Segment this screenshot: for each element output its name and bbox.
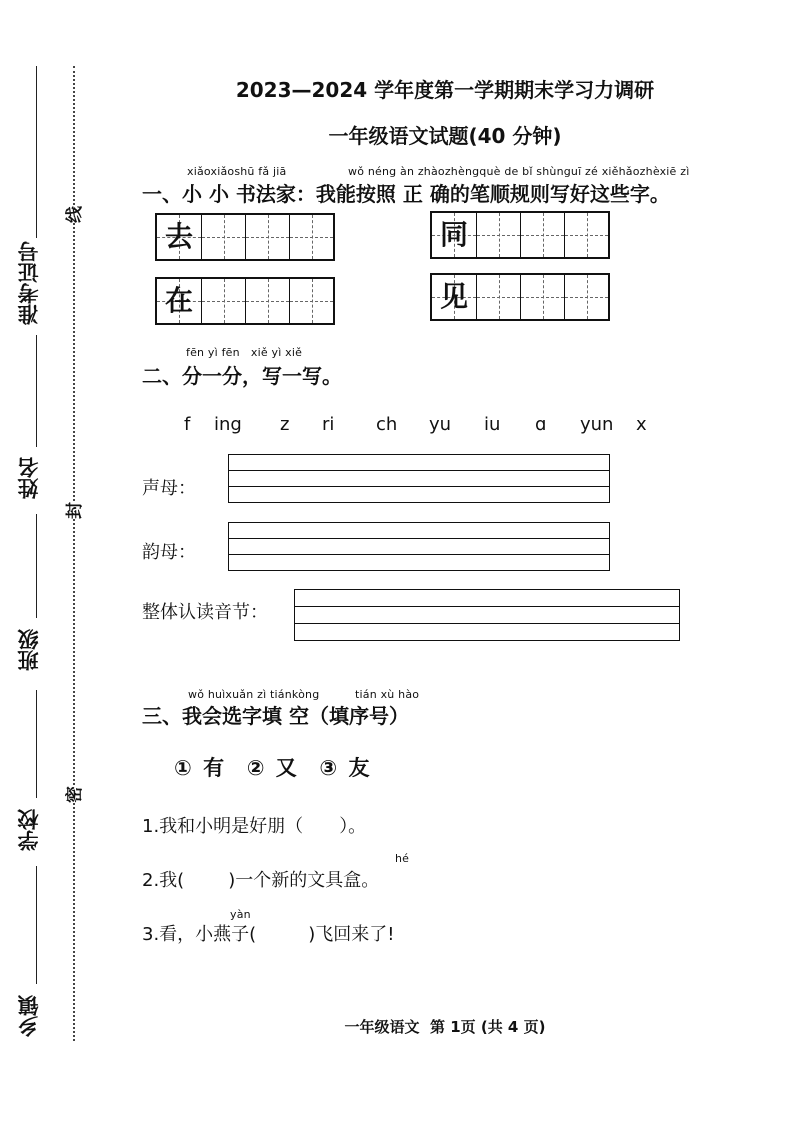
field-line-school[interactable] [36, 690, 37, 798]
question-2-before: 2.我( [142, 870, 185, 891]
field-line-name[interactable] [36, 335, 37, 447]
exam-subtitle: 一年级语文试题(40 分钟) [328, 124, 562, 148]
section2-pinyin: fēn yì fēn xiě yì xiě [186, 346, 303, 359]
question-3-before: 3.看，小燕子( [142, 924, 257, 945]
syllable: z [280, 414, 290, 435]
question-2-ruby: hé [395, 852, 410, 865]
choice-options: ① 有 ② 又 ③ 友 [174, 756, 370, 780]
whole-syllables-label: 整体认读音节： [142, 602, 268, 623]
seal-char-seal: 封 [60, 502, 85, 519]
grid-char: 在 [164, 284, 193, 317]
seal-char-secret: 密 [60, 786, 85, 803]
question-2 [142, 866, 379, 892]
syllable: ch [376, 414, 398, 435]
field-label-class: 班级 [17, 629, 41, 671]
syllable: ri [322, 414, 335, 435]
field-label-exam-number: 准考证号 [17, 241, 41, 325]
field-label-name: 姓名 [17, 457, 41, 499]
question-1 [142, 812, 366, 838]
writing-grid-zai[interactable] [155, 277, 335, 325]
question-3-ruby: yàn [230, 908, 251, 921]
syllable: ɑ [535, 414, 547, 435]
syllable: yu [429, 414, 452, 435]
grid-char: 同 [439, 218, 468, 251]
grid-char: 去 [164, 220, 193, 253]
syllable: x [636, 414, 647, 435]
initials-label: 声母： [142, 478, 196, 499]
writing-grid-qu[interactable] [155, 213, 335, 261]
field-line-town[interactable] [36, 866, 37, 984]
syllable: ing [214, 414, 242, 435]
whole-syllables-writing-lines[interactable] [294, 589, 680, 641]
field-line-class[interactable] [36, 514, 37, 618]
grid-char: 见 [439, 280, 468, 313]
question-1-before: 1.我和小明是好朋（ [142, 816, 304, 837]
exam-title: 2023—2024 学年度第一学期期末学习力调研 [235, 78, 655, 102]
field-label-town: 乡镇 [17, 995, 41, 1037]
syllable: yun [580, 414, 614, 435]
syllable: iu [484, 414, 501, 435]
section3-pinyin-a: wǒ huìxuǎn zì tiánkòng [188, 688, 320, 701]
section1-title: 一、小 小 书法家：我能按照 正 确的笔顺规则写好这些字。 [142, 182, 670, 206]
finals-label: 韵母： [142, 542, 196, 563]
question-2-after: )一个新的文具盒。 [228, 870, 380, 891]
field-label-school: 学校 [17, 809, 41, 851]
field-line-exam-number[interactable] [36, 66, 37, 238]
page-footer: 一年级语文 第 1页 (共 4 页) [344, 1018, 546, 1036]
section1-pinyin-b: wǒ néng àn zhàozhèngquè de bǐ shùnguī zé xiěhǎozhèxiē zì [348, 165, 690, 178]
syllable: f [184, 414, 191, 435]
question-3 [142, 920, 394, 946]
section3-pinyin-b: tián xù hào [355, 688, 420, 701]
writing-grid-tong[interactable] [430, 211, 610, 259]
seal-char-line: 线 [60, 206, 85, 223]
initials-writing-lines[interactable] [228, 454, 610, 503]
finals-writing-lines[interactable] [228, 522, 610, 571]
section2-title: 二、分一分，写一写。 [142, 364, 342, 388]
writing-grid-jian[interactable] [430, 273, 610, 321]
question-1-after: ）。 [339, 816, 367, 837]
section3-title: 三、我会选字填 空（填序号） [142, 704, 409, 728]
section1-pinyin-a: xiǎoxiǎoshū fǎ jiā [187, 165, 287, 178]
question-3-after: )飞回来了! [308, 924, 395, 945]
